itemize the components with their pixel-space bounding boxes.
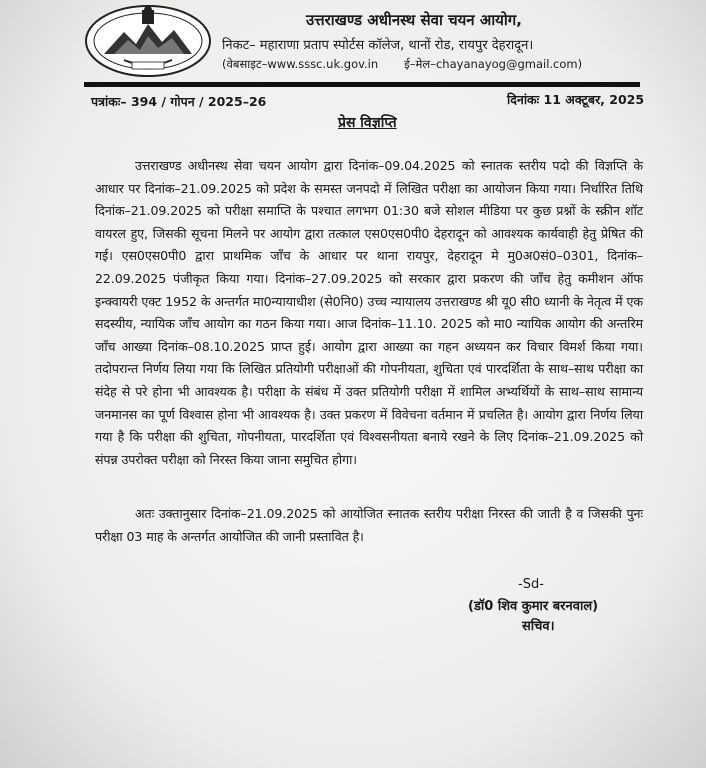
reference-number: पत्रांकः– 394 / गोपन / 2025–26 <box>91 94 267 109</box>
signatory-name: (डॉ0 शिव कुमार बरनवाल) <box>468 599 599 614</box>
header-divider <box>84 82 640 87</box>
website-text: (वेबसाइट–www.sssc.uk.gov.in <box>222 57 379 71</box>
body-paragraph-1: उत्तराखण्ड अधीनस्थ सेवा चयन आयोग द्वारा दिनांक–09.04.2025 को स्नातक स्तरीय पदो की विज्ञप्ति के आधार पर दिनांक–21.09.2025 को प्रदेश के समस्त जनपदो में लिखित परीक्षा का आयोजन किया गया। निर्धारित तिथि दिनांक–21.09.2025 को परीक्षा समाप्ति के पश्चात लगभग 01:30 बजे सोशल मीडिया पर कुछ प्रश्नों के स्क्रीन शॉट वायरल हुए, जिसकी सूचना मिलने पर आयोग द्वारा तत्काल एस0एस0पी0 देहरादून को आवश्यक कार्यवाही हेतु प्रेषित की गई। एस0एस0पी0 द्वारा प्राथमिक जाँच के आधार पर थाना रायपुर, देहरादून मे मु0अ0सं0–0301, दिनांक–22.09.2025 पंजीकृत किया गया। दिनांक–27.09.2025 को सरकार द्वारा प्रकरण की जाँच हेतु कमीशन ऑफ इन्क्वायरी एक्ट 1952 के अन्तर्गत मा0न्यायाधीश (से0नि0) उच्च न्यायालय उत्तराखण्ड श्री यू0 सी0 ध्यानी के नेतृत्व में एक सदस्यीय, न्यायिक जाँच आयोग का गठन किया गया। आज दिनांक–11.10. 2025 को मा0 न्यायिक आयोग की अन्तरिम जाँच आख्या दिनांक–08.10.2025 प्राप्त हुई। आयोग द्वारा आख्या का गहन अध्ययन कर विचार विमर्श किया गया। तदोपरान्त निर्णय लिया गया कि लिखित प्रतियोगी परीक्षाओं की गोपनीयता, शुचिता एवं पारदर्शिता के साथ–साथ परीक्षा का संदेह से परे होना भी आवश्यक है। परीक्षा के संबंध में उक्त प्रतियोगी परीक्षा में शामिल अभ्यर्थियों के साथ–साथ सामान्य जनमानस का पूर्ण विश्वास होना भी आवश्यक है। उक्त प्रकरण में विवेचना वर्तमान में प्रचलित है। आयोग द्वारा निर्णय लिया गया है कि परीक्षा की शुचिता, गोपनीयता, पारदर्शिता एवं विश्वसनीयता बनाये रखने के लिए दिनांक–21.09.2025 को संपन्न उपरोक्त परीक्षा को निरस्त किया जाना समुचित होगा। <box>95 158 643 467</box>
contact-line <box>222 57 582 72</box>
issue-date: दिनांकः 11 अक्टूबर, 2025 <box>507 92 645 107</box>
commission-title: उत्तराखण्ड अधीनस्थ सेवा चयन आयोग, <box>306 11 522 29</box>
email-text: ई–मेल–chayanayog@gmail.com) <box>404 57 583 71</box>
signed-mark: -Sd- <box>518 577 544 592</box>
signatory-designation: सचिव। <box>522 619 555 634</box>
commission-address: निकट– महाराणा प्रताप स्पोर्टस कॉलेज, थानों रोड, रायपुर देहरादून। <box>222 38 534 53</box>
body-paragraph-2: अतः उक्तानुसार दिनांक–21.09.2025 को आयोजित स्नातक स्तरीय परीक्षा निरस्त की जाती है व जिसकी पुनः परीक्षा 03 माह के अन्तर्गत आयोजित की जानी प्रस्तावित है। <box>95 506 643 544</box>
document-heading: प्रेस विज्ञप्ति <box>338 115 397 131</box>
commission-emblem-icon <box>84 4 212 78</box>
